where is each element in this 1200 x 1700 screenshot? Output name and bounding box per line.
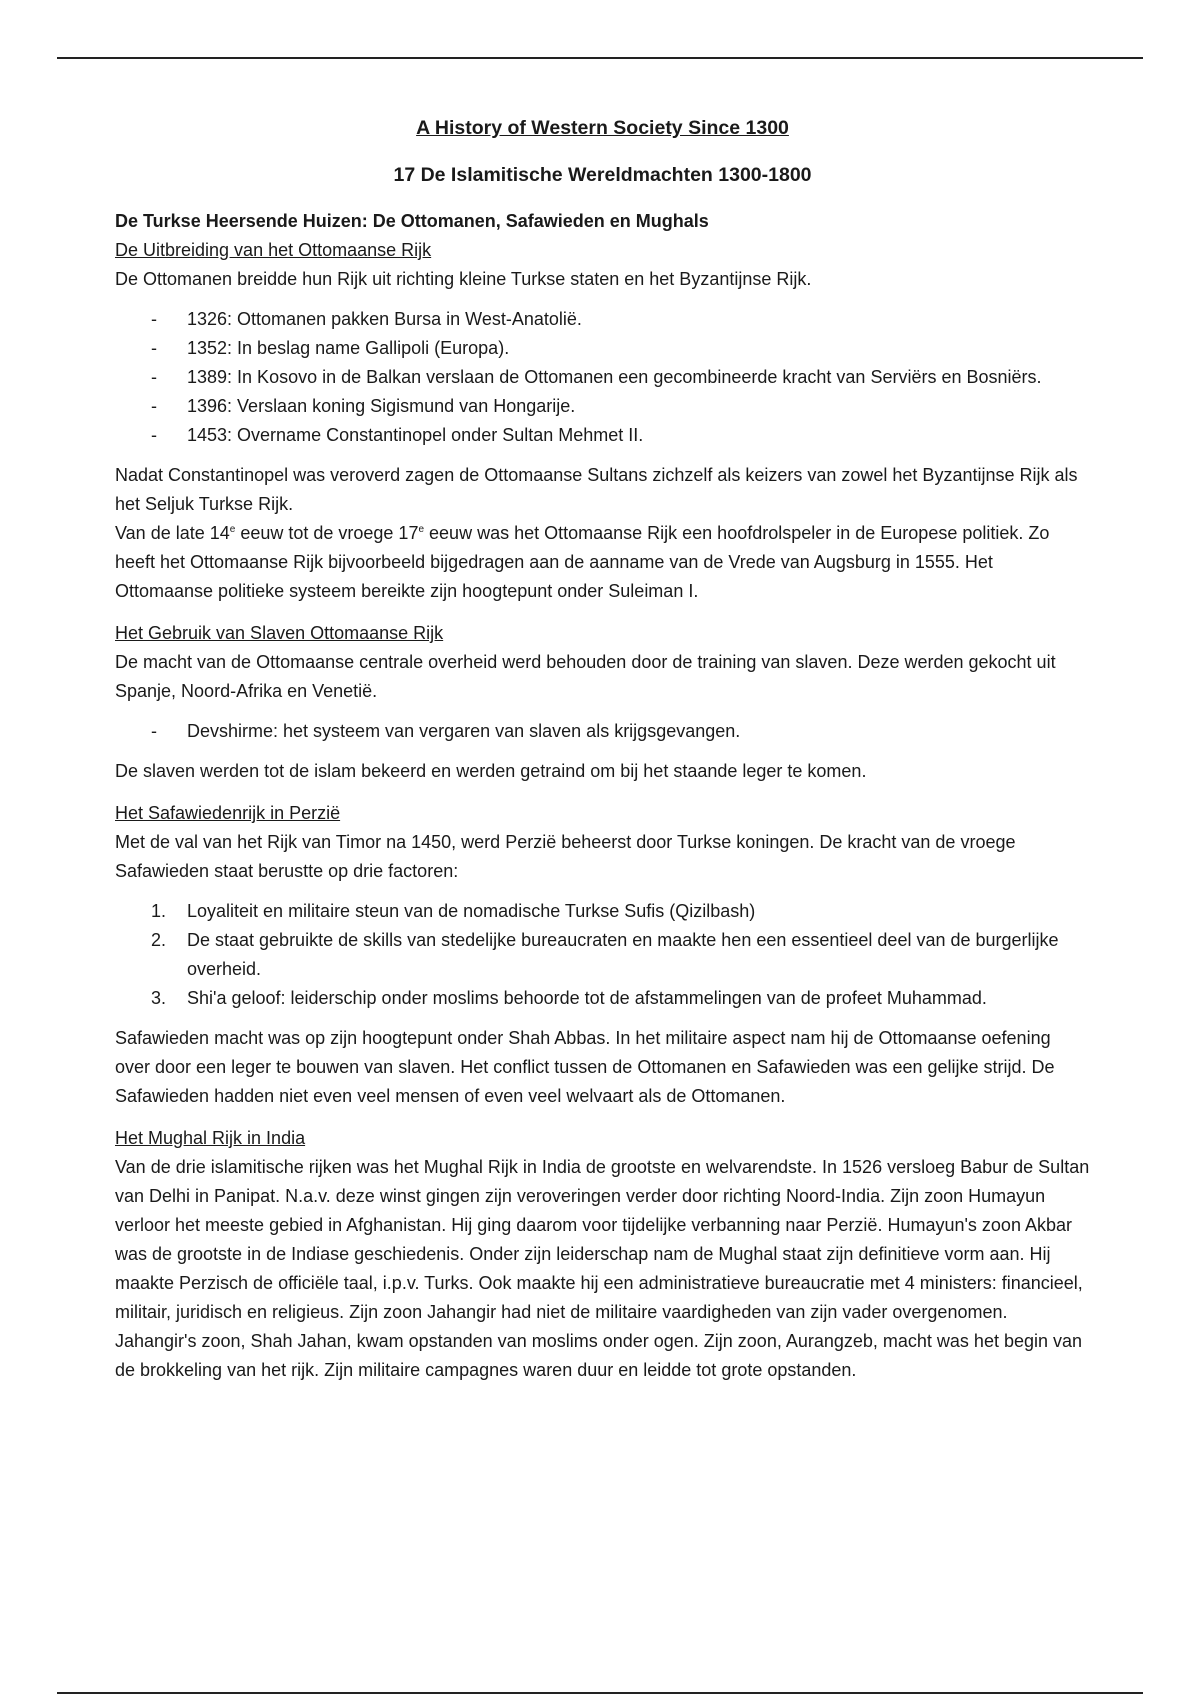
list-item-text: 1453: Overname Constantinopel onder Sultan Mehmet II. [187, 425, 644, 445]
dash-bullet: - [151, 721, 157, 741]
number-marker: 1. [151, 901, 167, 921]
section-paragraph: Met de val van het Rijk van Timor na 1450, werd Perzië beheerst door Turkse koningen. De kracht van de vroege Safawieden staat berustte op drie factoren: [115, 832, 1016, 881]
part-heading: De Turkse Heersende Huizen: De Ottomanen, Safawieden en Mughals [115, 211, 709, 231]
dash-bullet: - [151, 309, 157, 329]
list-item-text: Devshirme: het systeem van vergaren van slaven als krijgsgevangen. [187, 721, 741, 741]
number-marker: 3. [151, 988, 167, 1008]
list-item [115, 897, 1090, 926]
list-item [115, 363, 1090, 392]
chapter-title: 17 De Islamitische Wereldmachten 1300-1800 [393, 164, 812, 186]
list-item-text: 1352: In beslag name Gallipoli (Europa). [187, 338, 510, 358]
list-item-text: 1396: Verslaan koning Sigismund van Hongarije. [187, 396, 576, 416]
definition-list [115, 717, 1090, 746]
number-marker: 2. [151, 930, 167, 950]
document-title: A History of Western Society Since 1300 [416, 117, 789, 139]
footer-rule [57, 1692, 1143, 1694]
section-paragraph: De macht van de Ottomaanse centrale overheid werd behouden door de training van slaven. Deze werden gekocht uit Spanje, Noord-Afrika en Venetië. [115, 652, 1056, 701]
section-paragraph: Nadat Constantinopel was veroverd zagen de Ottomaanse Sultans zichzelf als keizers van zowel het Byzantijnse Rijk als het Seljuk Turkse Rijk. [115, 465, 1078, 514]
dash-bullet: - [151, 396, 157, 416]
section-paragraph: Van de late 14e eeuw tot de vroege 17e eeuw was het Ottomaanse Rijk een hoofdrolspeler in de Europese politiek. Zo heeft het Ottomaanse Rijk bijvoorbeeld bijgedragen aan de aanname van de Vrede van Augsburg in 1555. Het Ottomaanse politieke systeem bereikte zijn hoogtepunt onder Suleiman I. [115, 523, 1050, 601]
dash-bullet: - [151, 367, 157, 387]
factors-list [115, 897, 1090, 1013]
list-item-text: 1389: In Kosovo in de Balkan verslaan de Ottomanen een gecombineerde kracht van Serviërs en Bosniërs. [187, 367, 1042, 387]
dash-bullet: - [151, 425, 157, 445]
list-item-text: De staat gebruikte de skills van stedelijke bureaucraten en maakte hen een essentieel deel van de burgerlijke overheid. [187, 930, 1059, 979]
list-item-text: Loyaliteit en militaire steun van de nomadische Turkse Sufis (Qizilbash) [187, 901, 756, 921]
document-page [115, 113, 1090, 1385]
dash-bullet: - [151, 338, 157, 358]
section-heading-ottoman-slaves: Het Gebruik van Slaven Ottomaanse Rijk [115, 623, 444, 643]
list-item [115, 926, 1090, 984]
list-item [115, 334, 1090, 363]
header-rule [57, 57, 1143, 59]
list-item [115, 984, 1090, 1013]
list-item [115, 717, 1090, 746]
section-heading-ottoman-expansion: De Uitbreiding van het Ottomaanse Rijk [115, 240, 432, 260]
list-item [115, 421, 1090, 450]
section-heading-safavid: Het Safawiedenrijk in Perzië [115, 803, 341, 823]
list-item [115, 305, 1090, 334]
section-paragraph: Van de drie islamitische rijken was het Mughal Rijk in India de grootste en welvarendste. In 1526 versloeg Babur de Sultan van Delhi in Panipat. N.a.v. deze winst gingen zijn veroveringen verder door richting Noord-India. Zijn zoon Humayun verloor het meeste gebied in Afghanistan. Hij ging daarom voor tijdelijke verbanning naar Perzië. Humayun's zoon Akbar was de grootste in de Indiase geschiedenis. Onder zijn leiderschap nam de Mughal staat zijn definitieve vorm aan. Hij maakte Perzisch de officiële taal, i.p.v. Turks. Ook maakte hij een administratieve bureaucratie met 4 ministers: financieel, militair, juridisch en religieus. Zijn zoon Jahangir had niet de militaire vaardigheden van zijn vader overgenomen. Jahangir's zoon, Shah Jahan, kwam opstanden van moslims onder ogen. Zijn zoon, Aurangzeb, macht was het begin van de brokkeling van het rijk. Zijn militaire campagnes waren duur en leidde tot grote opstanden. [115, 1157, 1090, 1380]
timeline-list [115, 305, 1090, 450]
list-item-text: Shi'a geloof: leiderschip onder moslims behoorde tot de afstammelingen van de profeet Muhammad. [187, 988, 987, 1008]
list-item-text: 1326: Ottomanen pakken Bursa in West-Anatolië. [187, 309, 582, 329]
section-paragraph: Safawieden macht was op zijn hoogtepunt onder Shah Abbas. In het militaire aspect nam hij de Ottomaanse oefening over door een leger te bouwen van slaven. Het conflict tussen de Ottomanen en Safawieden was een gelijke strijd. De Safawieden hadden niet even veel mensen of even veel welvaart als de Ottomanen. [115, 1028, 1055, 1106]
list-item [115, 392, 1090, 421]
section-paragraph: De Ottomanen breidde hun Rijk uit richting kleine Turkse staten en het Byzantijnse Rijk. [115, 269, 812, 289]
section-heading-mughal: Het Mughal Rijk in India [115, 1128, 306, 1148]
section-paragraph: De slaven werden tot de islam bekeerd en werden getraind om bij het staande leger te komen. [115, 761, 867, 781]
